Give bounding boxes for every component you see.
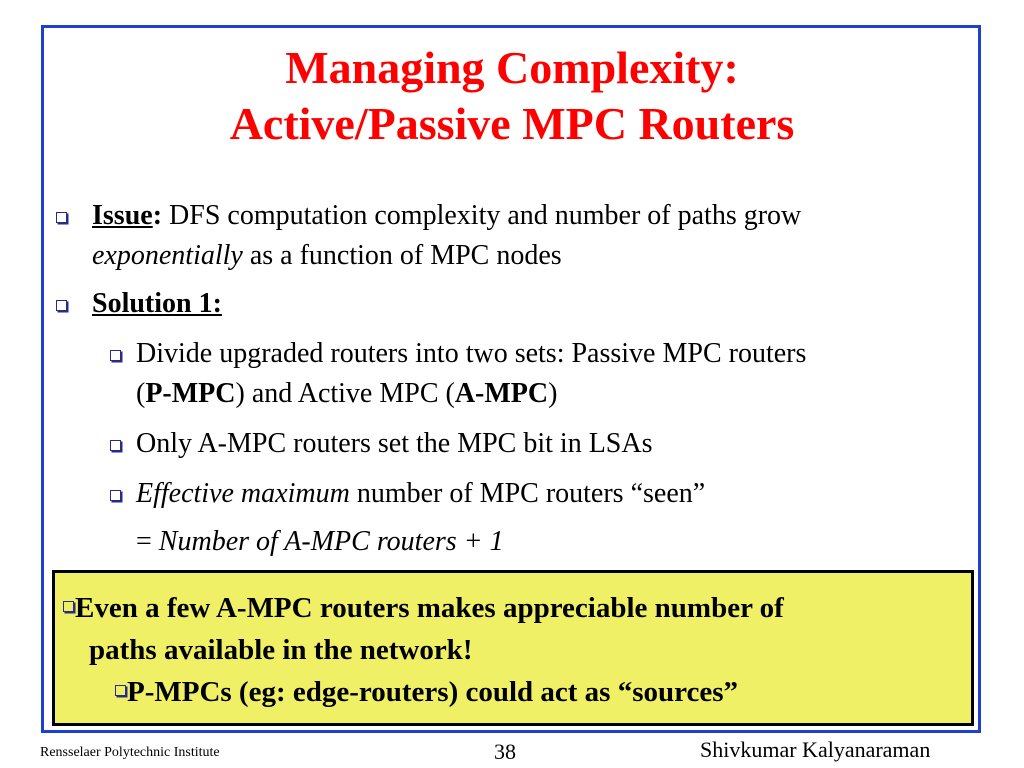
formula-italic: Number of A-MPC routers + 1 <box>158 526 504 557</box>
footer-page-number: 38 <box>494 739 516 764</box>
sub-bullet-divide-routers <box>136 334 972 414</box>
sub1-ampc: A-MPC <box>454 378 549 409</box>
square-bullet-icon <box>110 490 121 501</box>
sub1-paren-close: ) <box>548 378 558 409</box>
title-line-1: Managing Complexity: <box>285 42 739 93</box>
square-bullet-icon <box>110 440 121 451</box>
square-bullet-icon <box>56 212 67 223</box>
callout-line-1 <box>63 587 784 629</box>
callout-text-3: P-MPCs (eg: edge-routers) could act as “sources” <box>127 676 739 708</box>
callout-line-2 <box>89 629 472 671</box>
title-line-2: Active/Passive MPC Routers <box>229 98 795 149</box>
sub2-text: Only A-MPC routers set the MPC bit in LSAs <box>136 428 653 459</box>
sub1-paren-open: ( <box>136 378 146 409</box>
square-bullet-icon <box>56 300 67 311</box>
sub1-text-1: Divide upgraded routers into two sets: Passive MPC routers <box>136 338 807 369</box>
effective-maximum-formula <box>136 522 972 562</box>
callout-box <box>52 570 974 726</box>
sub3-italic: Effective maximum <box>136 478 350 509</box>
callout-text-2: paths available in the network! <box>89 634 473 666</box>
formula-eq: = <box>136 526 159 557</box>
bullet-solution-1 <box>92 284 972 324</box>
issue-label: Issue <box>92 200 153 231</box>
issue-italic: exponentially <box>92 240 243 271</box>
issue-text-2: as a function of MPC nodes <box>242 240 562 271</box>
sub3-text: number of MPC routers “seen” <box>349 478 706 509</box>
sub-bullet-effective-maximum <box>136 474 972 514</box>
solution-label: Solution 1: <box>92 288 222 319</box>
bullet-issue <box>92 196 972 276</box>
issue-colon: : <box>152 200 163 231</box>
callout-line-3 <box>115 671 738 713</box>
footer-institution: Rensselaer Polytechnic Institute <box>40 745 220 760</box>
square-bullet-icon <box>110 350 121 361</box>
callout-text-1: Even a few A-MPC routers makes appreciable number of <box>75 592 784 624</box>
sub1-mid: ) and Active MPC ( <box>235 378 455 409</box>
footer-author: Shivkumar Kalyanaraman <box>700 737 931 762</box>
square-bullet-icon <box>115 685 126 696</box>
square-bullet-icon <box>63 601 74 612</box>
slide-title <box>0 40 1024 152</box>
sub1-pmpc: P-MPC <box>145 378 236 409</box>
sub-bullet-only-ampc <box>136 424 972 464</box>
issue-text-1: DFS computation complexity and number of paths grow <box>162 200 802 231</box>
